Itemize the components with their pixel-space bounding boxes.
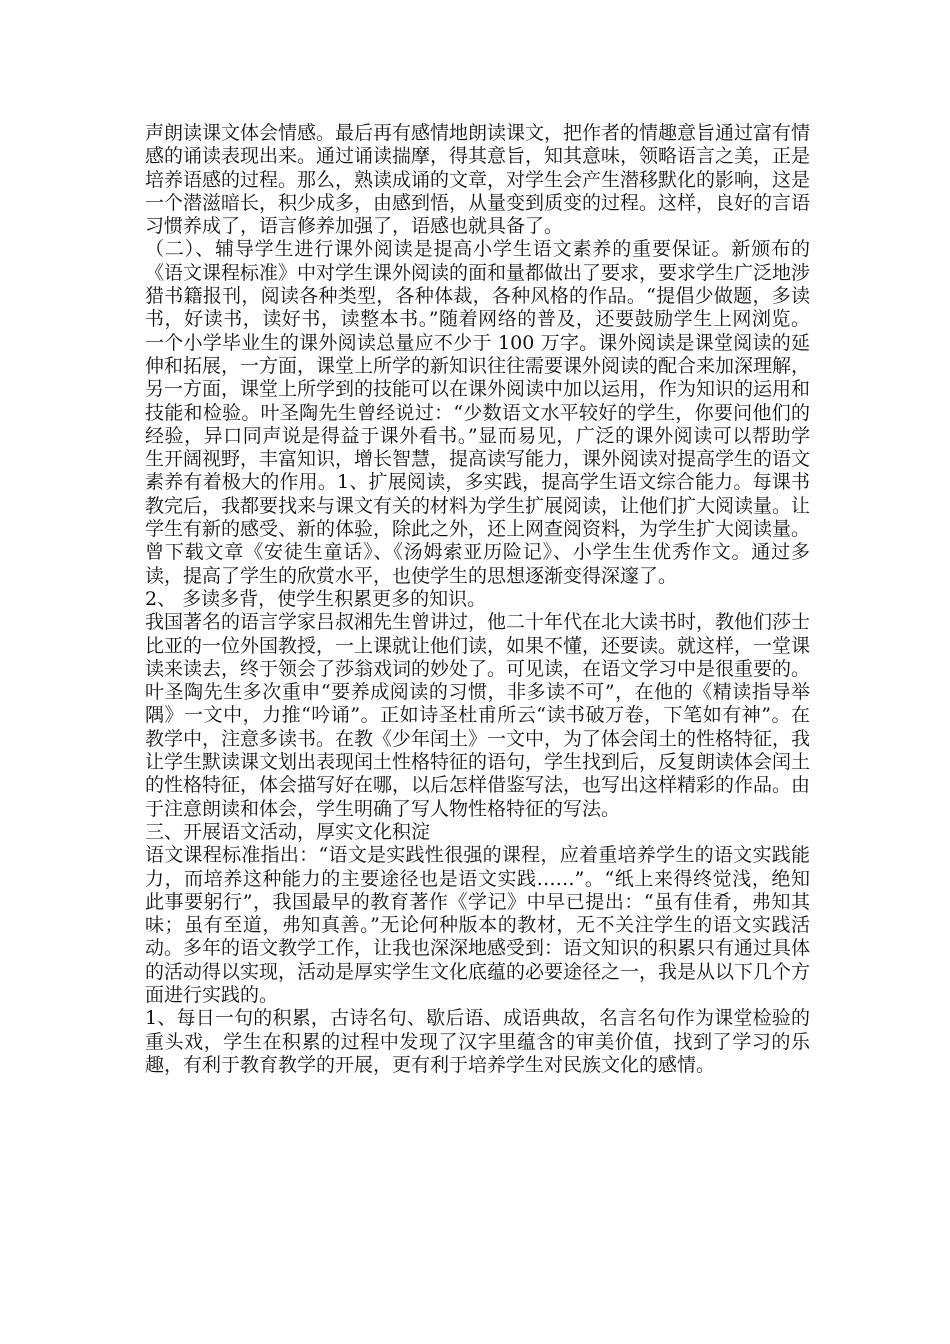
paragraph-daily-sentence: 1、每日一句的积累，古诗名句、歇后语、成语典故，名言名句作为课堂检验的重头戏，学生在积累的过程中发现了汉字里蕴含的审美价值，找到了学习的乐趣，有利于教育教学的开展，更有利于培养学生对民族文化的感情。	[145, 1007, 810, 1076]
heading-read-and-recite: 2、 多读多背，使学生积累更多的知识。	[145, 587, 487, 610]
heading-section-three: 三、开展语文活动，厚实文化积淀	[145, 820, 431, 843]
paragraph-curriculum-standard: 语文课程标准指出：“语文是实践性很强的课程，应着重培养学生的语文实践能力，而培养这种能力的主要途径也是语文实践……”。“纸上来得终觉浅，绝知此事要躬行”，我国最早的教育著作《学记》中早已提出：“虽有佳肴，弗知其味；虽有至道，弗知真善。”无论何种版本的教材，无不关注学生的语文实践活动。多年的语文教学工作，让我也深深地感受到：语文知识的积累只有通过具体的活动得以实现，活动是厚实学生文化底蕴的必要途径之一，我是从以下几个方面进行实践的。	[145, 844, 811, 1006]
paragraph-reading-aloud: 声朗读课文体会情感。最后再有感情地朗读课文，把作者的情趣意旨通过富有情感的诵读表现出来。通过诵读揣摩，得其意旨，知其意味，领略语言之美，正是培养语感的过程。那么，熟读成诵的文章，对学生会产生潜移默化的影响，这是一个潜滋暗长，积少成多，由感到悟，从量变到质变的过程。这样，良好的言语习惯养成了，语言修养加强了，语感也就具备了。	[145, 122, 811, 238]
paragraph-lu-shuxiang: 我国著名的语言学家吕叔湘先生曾讲过，他二十年代在北大读书时，教他们莎士比亚的一位外国教授，一上课就让他们读，如果不懂，还要读。就这样，一堂课读来读去，终于领会了莎翁戏词的妙处了。可见读，在语文学习中是很重要的。叶圣陶先生多次重申“要养成阅读的习惯，非多读不可”，在他的《精读指导举隅》一文中，力推“吟诵”。正如诗圣杜甫所云“读书破万卷，下笔如有神”。在教学中，注意多读书。在教《少年闰土》一文中，为了体会闰土的性格特征，我让学生默读课文划出表现闰土性格特征的语句，学生找到后，反复朗读体会闰土的性格特征，体会描写好在哪，以后怎样借鉴写法，也写出这样精彩的作品。由于注意朗读和体会，学生明确了写人物性格特征的写法。	[145, 611, 811, 820]
paragraph-extracurricular-reading: （二）、辅导学生进行课外阅读是提高小学生语文素养的重要保证。新颁布的《语文课程标准》中对学生课外阅读的面和量都做出了要求，要求学生广泛地涉猎书籍报刊，阅读各种类型，各种体裁，各种风格的作品。“提倡少做题，多读书，好读书，读好书，读整本书。”随着网络的普及，还要鼓励学生上网浏览。一个小学毕业生的课外阅读总量应不少于 100 万字。课外阅读是课堂阅读的延伸和拓展，一方面，课堂上所学的新知识往往需要课外阅读的配合来加深理解，另一方面，课堂上所学到的技能可以在课外阅读中加以运用，作为知识的运用和技能和检验。叶圣陶先生曾经说过：“少数语文水平较好的学生，你要问他们的经验，异口同声说是得益于课外看书。”显而易见，广泛的课外阅读可以帮助学生开阔视野，丰富知识，增长智慧，提高读写能力，课外阅读对提高学生的语文素养有着极大的作用。1、扩展阅读，多实践，提高学生语文综合能力。每课书教完后，我都要找来与课文有关的材料为学生扩展阅读，让他们扩大阅读量。让学生有新的感受、新的体验，除此之外，还上网查阅资料，为学生扩大阅读量。曾下载文章《安徒生童话》、《汤姆索亚历险记》、小学生生优秀作文。通过多读，提高了学生的欣赏水平，也使学生的思想逐渐变得深邃了。	[145, 238, 811, 587]
document-body	[145, 122, 810, 1077]
